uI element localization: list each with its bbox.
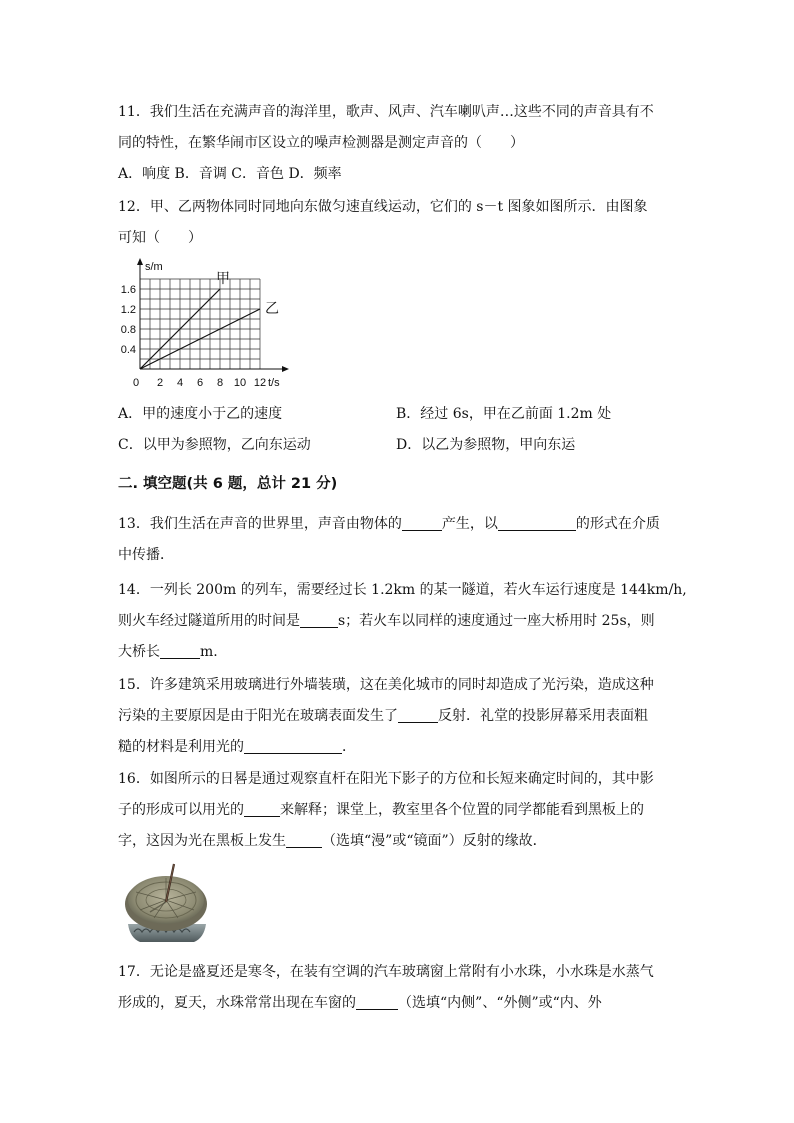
q14-text-c: 大桥长	[118, 644, 160, 660]
y-tick-label: 0.8	[120, 324, 136, 336]
s-t-graph	[118, 256, 318, 392]
x-tick-label: 2	[157, 377, 164, 389]
x-tick-label: 4	[177, 377, 184, 389]
q13-text-b: 产生，以	[441, 516, 498, 532]
q14-line3	[118, 642, 218, 662]
q17-text-a: 形成的，夏天，水珠常常出现在车窗的	[118, 995, 356, 1011]
series-label-jia: 甲	[216, 270, 230, 286]
q16-text-b: 来解释；课堂上，教室里各个位置的同学都能看到黑板上的	[280, 802, 644, 818]
q12-stem-line2: 可知（ ）	[118, 230, 202, 246]
q12-option-a: A．甲的速度小于乙的速度	[118, 406, 283, 422]
series-label-yi: 乙	[265, 300, 279, 316]
q11-stem-line1: 11．我们生活在充满声音的海洋里，歌声、风声、汽车喇叭声…这些不同的声音具有不	[118, 104, 654, 120]
q17-line1: 17．无论是盛夏还是寒冬，在装有空调的汽车玻璃窗上常附有小水珠，小水珠是水蒸气	[118, 964, 654, 980]
q16-text-d: （选填“漫”或“镜面”）反射的缘故．	[322, 833, 547, 849]
x-tick-label: 6	[197, 377, 204, 389]
q13-text-a: 13．我们生活在声音的世界里，声音由物体的	[118, 516, 402, 532]
q13-blank-2[interactable]	[498, 515, 576, 531]
q12-option-c: C．以甲为参照物，乙向东运动	[118, 437, 311, 453]
q15-blank-2[interactable]	[244, 738, 342, 754]
y-tick-label: 0.4	[120, 344, 136, 356]
y-tick-label: 1.6	[120, 284, 136, 296]
q17-blank-1[interactable]	[356, 994, 398, 1010]
q14-blank-2[interactable]	[160, 643, 200, 659]
q15-line2	[118, 706, 648, 726]
q13-line2: 中传播．	[118, 547, 174, 563]
y-axis-label: s/m	[145, 261, 163, 273]
q16-line3	[118, 831, 547, 851]
q17-text-b: （选填“内侧”、“外侧”或“内、外	[398, 995, 602, 1011]
q14-text-b: s；若火车以同样的速度通过一座大桥用时 25s，则	[338, 613, 655, 629]
q12-stem-line1: 12．甲、乙两物体同时同地向东做匀速直线运动，它们的 s－t 图象如图所示．由图象	[118, 199, 648, 215]
q16-text-c: 字，这因为光在黑板上发生	[118, 833, 286, 849]
q14-line2	[118, 611, 655, 631]
q16-line2	[118, 800, 644, 820]
q16-text-a: 子的形成可以用光的	[118, 802, 244, 818]
q11-options: A．响度 B．音调 C．音色 D．频率	[118, 166, 342, 182]
q13-blank-1[interactable]	[402, 515, 442, 531]
x-axis-arrow	[282, 366, 289, 372]
sundial-image	[120, 862, 212, 946]
section-heading: 二. 填空题(共 6 题，总计 21 分)	[118, 476, 338, 492]
q16-blank-1[interactable]	[244, 801, 280, 817]
q15-line1: 15．许多建筑采用玻璃进行外墙装璜，这在美化城市的同时却造成了光污染，造成这种	[118, 677, 654, 693]
q13-text-c: 的形式在介质	[575, 516, 660, 532]
q15-text-b: 反射．礼堂的投影屏幕采用表面粗	[438, 708, 648, 724]
x-axis-label: t/s	[268, 377, 280, 389]
q15-text-c: 糙的材料是利用光的	[118, 739, 244, 755]
q14-line1: 14．一列长 200m 的列车，需要经过长 1.2km 的某一隧道，若火车运行速度是 144km/h,	[118, 582, 687, 598]
q14-text-a: 则火车经过隧道所用的时间是	[118, 613, 300, 629]
q15-text-a: 污染的主要原因是由于阳光在玻璃表面发生了	[118, 708, 398, 724]
x-tick-label: 8	[217, 377, 224, 389]
q16-blank-2[interactable]	[286, 832, 322, 848]
y-axis-arrow	[137, 258, 143, 265]
x-tick-label: 0	[133, 377, 140, 389]
q11-stem-line2: 同的特性，在繁华闹市区设立的噪声检测器是测定声音的（ ）	[118, 135, 524, 151]
q15-text-d: ．	[342, 739, 356, 755]
q15-blank-1[interactable]	[398, 707, 438, 723]
q12-option-d: D．以乙为参照物，甲向东运	[396, 437, 576, 453]
q17-line2	[118, 993, 602, 1013]
q16-line1: 16．如图所示的日晷是通过观察直杆在阳光下影子的方位和长短来确定时间的，其中影	[118, 771, 654, 787]
q14-blank-1[interactable]	[300, 612, 338, 628]
x-tick-label: 12	[253, 377, 267, 389]
q15-line3	[118, 737, 356, 757]
y-tick-label: 1.2	[120, 304, 136, 316]
q13-line1	[118, 514, 660, 534]
q12-option-b: B．经过 6s，甲在乙前面 1.2m 处	[396, 406, 612, 422]
q14-text-d: m.	[200, 644, 218, 660]
x-tick-label: 10	[233, 377, 247, 389]
